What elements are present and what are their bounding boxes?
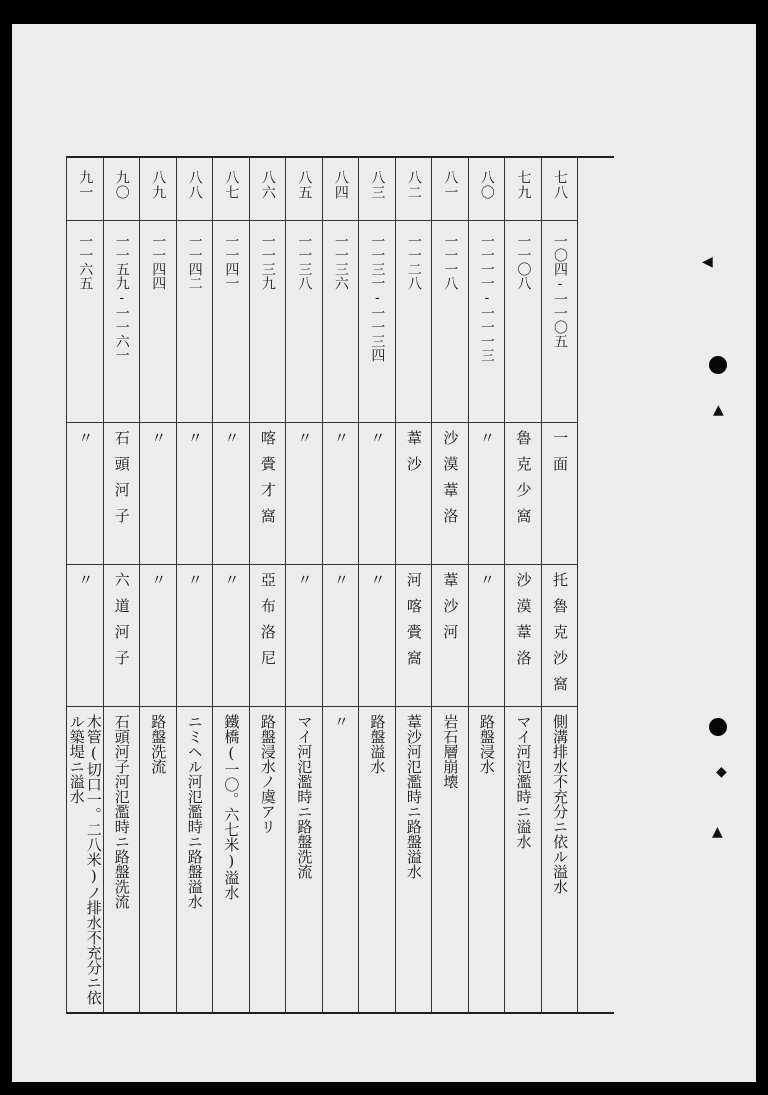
kilometer-post-cell (67, 220, 103, 422)
kilometer-post: 一一六五 (77, 234, 94, 290)
kilometer-post-cell (542, 220, 578, 422)
damage-description-cell (323, 706, 359, 1012)
section-to: 葦沙河 (441, 572, 460, 650)
damage-description-cell (250, 706, 286, 1012)
section-from-cell (286, 422, 322, 564)
damage-description: 路盤洗流 (149, 714, 168, 774)
kilometer-post: 一一三一-一一三四 (369, 234, 386, 362)
section-to-cell (286, 564, 322, 706)
damage-description-cell (104, 706, 140, 1012)
section-from: 〃 (222, 430, 241, 456)
section-from-cell (359, 422, 395, 564)
section-from: 葦沙 (404, 430, 423, 482)
section-to-cell (359, 564, 395, 706)
entry-number: 八六 (259, 170, 276, 200)
section-from: 喀賫才窩 (258, 430, 277, 534)
section-from-cell (67, 422, 103, 564)
section-to-cell (140, 564, 176, 706)
kilometer-post: 一一〇八 (515, 234, 532, 290)
section-to-cell (505, 564, 541, 706)
table-column (359, 158, 396, 1012)
kilometer-post-cell (140, 220, 176, 422)
binder-hole-top (709, 356, 727, 374)
damage-description-cell (505, 706, 541, 1012)
damage-description-cell (359, 706, 395, 1012)
section-from: 〃 (185, 430, 204, 456)
entry-number: 八一 (442, 170, 459, 200)
damage-description: 路盤浸水 (477, 714, 496, 774)
section-from: 石頭河子 (112, 430, 131, 534)
damage-description: 鐵橋(一〇。六七米)溢水 (222, 714, 241, 900)
section-to: 〃 (368, 572, 387, 598)
damage-description: 石頭河子河氾濫時ニ路盤洗流 (112, 714, 131, 909)
damage-description-cell (432, 706, 468, 1012)
kilometer-post: 一一三八 (296, 234, 313, 290)
kilometer-post-cell (213, 220, 249, 422)
entry-number-cell (323, 158, 359, 220)
table-column (396, 158, 433, 1012)
section-to-cell (213, 564, 249, 706)
entry-number: 八四 (332, 170, 349, 200)
table-column (177, 158, 214, 1012)
damage-description-cell (177, 706, 213, 1012)
damage-description-cell (286, 706, 322, 1012)
entry-number-cell (469, 158, 505, 220)
damage-description: マイ河氾濫時ニ溢水 (514, 714, 533, 849)
damage-description: 路盤溢水 (368, 714, 387, 774)
kilometer-post: 一〇四-一一〇五 (551, 234, 568, 348)
table-column (469, 158, 506, 1012)
section-from: 魯克少窩 (514, 430, 533, 534)
entry-number-cell (286, 158, 322, 220)
table-column (323, 158, 360, 1012)
section-from: 〃 (295, 430, 314, 456)
kilometer-post-cell (359, 220, 395, 422)
section-from-cell (542, 422, 578, 564)
section-to: 沙漠葦洛 (514, 572, 533, 676)
section-to-cell (67, 564, 103, 706)
section-from-cell (432, 422, 468, 564)
section-to: 〃 (331, 572, 350, 598)
section-from: 沙漠葦洛 (441, 430, 460, 534)
entry-number-cell (505, 158, 541, 220)
entry-number-cell (140, 158, 176, 220)
kilometer-post-cell (396, 220, 432, 422)
section-from-cell (396, 422, 432, 564)
entry-number: 八五 (296, 170, 313, 200)
section-from: 〃 (368, 430, 387, 456)
flood-points-table (66, 156, 614, 1014)
section-from-cell (177, 422, 213, 564)
entry-number-cell (432, 158, 468, 220)
kilometer-post: 一一三九 (259, 234, 276, 290)
damage-description-cell (396, 706, 432, 1012)
table-column (140, 158, 177, 1012)
damage-description: 路盤浸水ノ虞アリ (258, 714, 277, 834)
section-to: 〃 (76, 572, 95, 598)
page-mark: ◀ (702, 254, 713, 270)
table-column (542, 158, 579, 1012)
damage-description-cell (542, 706, 578, 1012)
entry-number-cell (359, 158, 395, 220)
section-to: 〃 (149, 572, 168, 598)
section-to-cell (396, 564, 432, 706)
entry-number: 八七 (223, 170, 240, 200)
section-to-cell (432, 564, 468, 706)
section-to: 河喀賫窩 (404, 572, 423, 676)
section-from: 〃 (76, 430, 95, 456)
damage-description-cell (213, 706, 249, 1012)
kilometer-post: 一一三六 (332, 234, 349, 290)
damage-description-cell (67, 706, 103, 1012)
section-from: 〃 (477, 430, 496, 456)
section-to: 〃 (185, 572, 204, 598)
document-page (12, 24, 756, 1082)
section-to: 〃 (222, 572, 241, 598)
section-from: 〃 (149, 430, 168, 456)
damage-description: 〃 (331, 714, 350, 729)
damage-description: 葦沙河氾濫時ニ路盤溢水 (404, 714, 423, 879)
entry-number: 七九 (515, 170, 532, 200)
entry-number-cell (250, 158, 286, 220)
section-from-cell (250, 422, 286, 564)
kilometer-post: 一一四二 (186, 234, 203, 290)
table-column (432, 158, 469, 1012)
entry-number-cell (213, 158, 249, 220)
kilometer-post-cell (286, 220, 322, 422)
section-to: 〃 (295, 572, 314, 598)
kilometer-post-cell (177, 220, 213, 422)
entry-number-cell (67, 158, 103, 220)
page-mark: ▲ (713, 402, 724, 418)
table-column (505, 158, 542, 1012)
entry-number: 八八 (186, 170, 203, 200)
section-to-cell (542, 564, 578, 706)
table-column (250, 158, 287, 1012)
entry-number-cell (542, 158, 578, 220)
section-to-cell (469, 564, 505, 706)
table-column (67, 158, 104, 1012)
section-to-cell (323, 564, 359, 706)
damage-description: 岩石層崩壊 (441, 714, 460, 789)
damage-description: 側溝排水不充分ニ依ル溢水 (550, 714, 569, 894)
entry-number: 八九 (150, 170, 167, 200)
entry-number: 九一 (77, 170, 94, 200)
kilometer-post: 一一五九-一一六一 (113, 234, 130, 362)
entry-number-cell (396, 158, 432, 220)
kilometer-post: 一一一八 (442, 234, 459, 290)
section-from-cell (323, 422, 359, 564)
section-from-cell (469, 422, 505, 564)
page-mark: ◆ (716, 764, 727, 780)
section-to: 〃 (477, 572, 496, 598)
section-from: 一面 (550, 430, 569, 482)
kilometer-post-cell (505, 220, 541, 422)
damage-description-cell (469, 706, 505, 1012)
section-to-cell (177, 564, 213, 706)
kilometer-post-cell (323, 220, 359, 422)
section-to-cell (250, 564, 286, 706)
entry-number-cell (104, 158, 140, 220)
section-to: 托魯克沙窩 (550, 572, 569, 702)
damage-description: マイ河氾濫時ニ路盤洗流 (295, 714, 314, 879)
entry-number: 九〇 (113, 170, 130, 200)
section-from: 〃 (331, 430, 350, 456)
table-column (104, 158, 141, 1012)
section-to: 六道河子 (112, 572, 131, 676)
damage-description: 木管(切口一。二八米)ノ排水不充分ニ依ル築堤ニ溢水 (67, 714, 103, 1005)
page-mark: ▲ (712, 824, 723, 840)
kilometer-post: 一一二八 (405, 234, 422, 290)
kilometer-post-cell (250, 220, 286, 422)
table-column (213, 158, 250, 1012)
entry-number: 八二 (405, 170, 422, 200)
section-to-cell (104, 564, 140, 706)
damage-description-cell (140, 706, 176, 1012)
kilometer-post: 一一四四 (150, 234, 167, 290)
section-to: 亞布洛尼 (258, 572, 277, 676)
table-column (286, 158, 323, 1012)
kilometer-post: 一一一一-一一一三 (478, 234, 495, 362)
entry-number-cell (177, 158, 213, 220)
damage-description: ニミヘル河氾濫時ニ路盤溢水 (185, 714, 204, 909)
kilometer-post-cell (469, 220, 505, 422)
entry-number: 八〇 (478, 170, 495, 200)
entry-number: 八三 (369, 170, 386, 200)
section-from-cell (140, 422, 176, 564)
section-from-cell (213, 422, 249, 564)
section-from-cell (104, 422, 140, 564)
entry-number: 七八 (551, 170, 568, 200)
kilometer-post-cell (104, 220, 140, 422)
binder-hole-bottom (709, 718, 727, 736)
kilometer-post-cell (432, 220, 468, 422)
section-from-cell (505, 422, 541, 564)
kilometer-post: 一一四一 (223, 234, 240, 290)
